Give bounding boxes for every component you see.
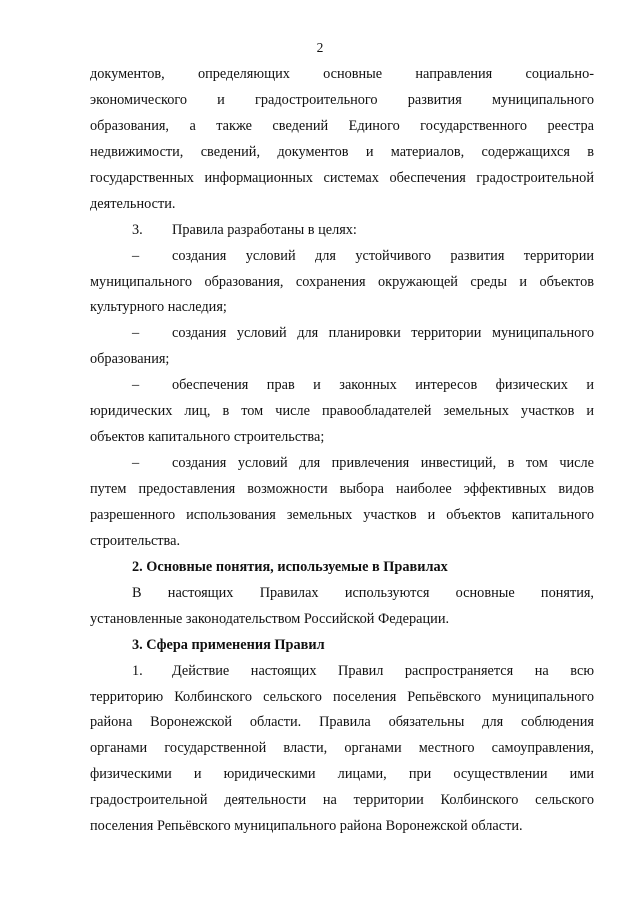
text-line: объектов капитального строительства;: [90, 429, 325, 446]
text-line: недвижимости, сведений, документов и материалов, содержащихся в: [90, 143, 594, 160]
text-line: государственных информационных системах обеспечения градостроительной: [90, 169, 594, 186]
dash-item: [90, 321, 594, 347]
item-number: 3.: [132, 221, 143, 238]
text-line: экономического и градостроительного развития муниципального: [90, 91, 594, 108]
text-line: образования;: [90, 351, 170, 368]
text-line: путем предоставления возможности выбора наиболее эффективных видов: [90, 481, 594, 497]
item-text: создания условий для привлечения инвестиций, в том числе: [172, 455, 594, 472]
text-line: разрешенного использования земельных участков и объектов капитального: [90, 506, 594, 523]
dash-marker: –: [132, 247, 140, 264]
page-number: 2: [316, 40, 324, 55]
section-heading: 2. Основные понятия, используемые в Правилах: [132, 558, 448, 575]
text-line: документов, определяющих основные направления социально-: [90, 66, 594, 82]
text-line: установленные законодательством Российской Федерации.: [90, 610, 450, 627]
dash-item: [90, 451, 594, 477]
numbered-item: [90, 218, 594, 244]
text-line: культурного наследия;: [90, 299, 227, 316]
item-text: создания условий для устойчивого развития территории: [172, 247, 594, 264]
dash-marker: –: [132, 325, 140, 342]
text-line: юридических лиц, в том числе правообладателей земельных участков и: [90, 403, 594, 420]
text-line: строительства.: [90, 532, 181, 549]
text-line: образования, а также сведений Единого государственного реестра: [90, 117, 594, 134]
dash-item: [90, 373, 594, 399]
dash-item: [90, 244, 594, 270]
text-line: района Воронежской области. Правила обязательны для соблюдения: [90, 714, 594, 731]
text-line: органами государственной власти, органами местного самоуправления,: [90, 740, 594, 757]
text-line: поселения Репьёвского муниципального района Воронежской области.: [90, 818, 523, 835]
item-text: обеспечения прав и законных интересов физических и: [172, 377, 594, 394]
text-line: деятельности.: [90, 195, 176, 212]
text-line: В настоящих Правилах используются основные понятия,: [132, 584, 594, 601]
text-line: физическими и юридическими лицами, при осуществлении ими: [90, 766, 594, 783]
text-line: территорию Колбинского сельского поселения Репьёвского муниципального: [90, 688, 594, 705]
dash-marker: –: [132, 455, 140, 472]
item-text: Действие настоящих Правил распространяется на всю: [172, 662, 594, 679]
item-text: Правила разработаны в целях:: [172, 221, 357, 238]
body-text: [90, 62, 594, 840]
dash-marker: –: [132, 377, 140, 394]
item-number: 1.: [132, 662, 143, 679]
item-text: создания условий для планировки территории муниципального: [172, 325, 594, 342]
text-line: градостроительной деятельности на территории Колбинского сельского: [90, 792, 594, 809]
numbered-item: [90, 659, 594, 685]
section-heading: 3. Сфера применения Правил: [132, 636, 325, 653]
text-line: муниципального образования, сохранения окружающей среды и объектов: [90, 273, 594, 290]
